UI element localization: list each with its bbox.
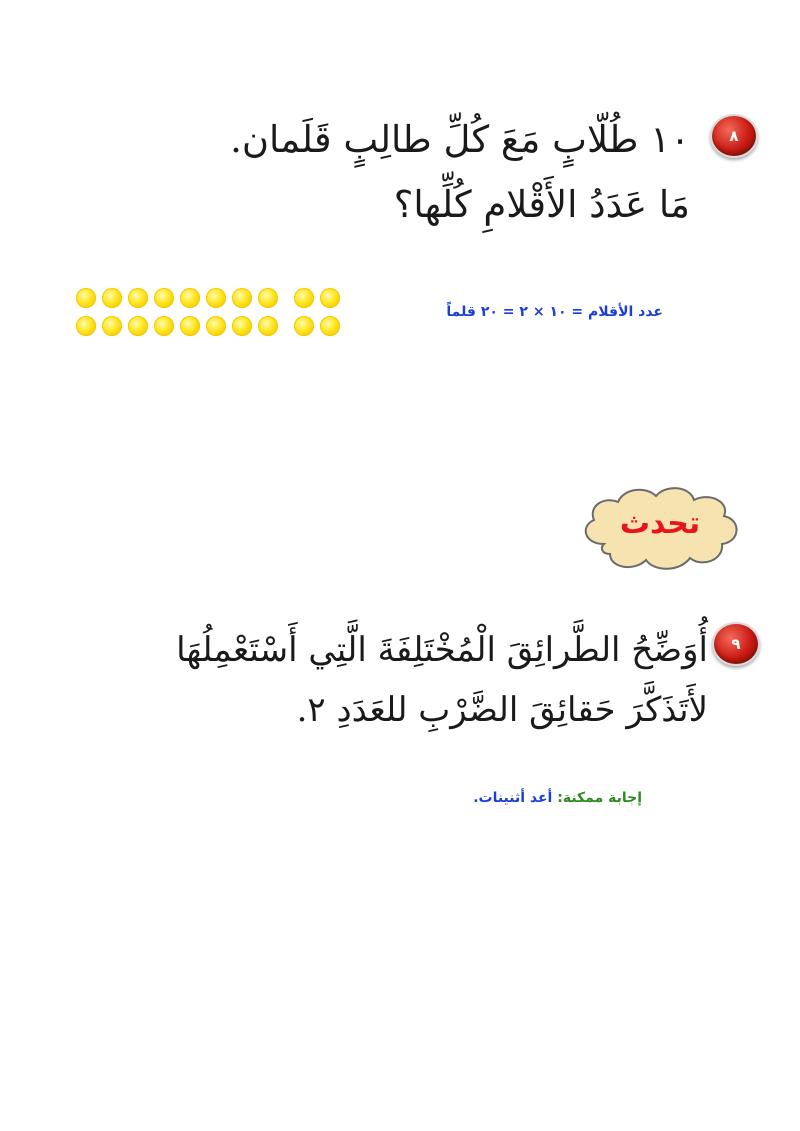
problem-9-answer-text: أعد أثنينات.: [473, 790, 553, 806]
pen-dot: [320, 316, 340, 336]
pen-dot: [258, 288, 278, 308]
pen-dot: [206, 316, 226, 336]
problem-8-line-2: مَا عَدَدُ الأَقْلامِ كُلِّها؟: [393, 183, 690, 226]
talk-label: تحدث: [619, 506, 701, 541]
problem-9-answer: [473, 790, 642, 806]
dots-row-top: [76, 288, 340, 308]
pen-dot: [102, 316, 122, 336]
pen-dot: [258, 316, 278, 336]
problem-8-line-1: ١٠ طُلّابٍ مَعَ كُلِّ طالِبٍ قَلَمان.: [230, 118, 690, 161]
pen-dot: [180, 316, 200, 336]
pen-dot: [154, 316, 174, 336]
problem-9-number-badge: [712, 622, 760, 666]
pen-dot: [232, 288, 252, 308]
pen-dot: [128, 288, 148, 308]
pen-dot: [128, 316, 148, 336]
pen-dot: [206, 288, 226, 308]
dots-row-bottom: [76, 316, 340, 336]
pen-dot: [294, 316, 314, 336]
pen-dot: [180, 288, 200, 308]
problem-9-number: ٩: [731, 635, 741, 653]
problem-9-line-2: لأَتَذَكَّرَ حَقائِقَ الضَّرْبِ للعَدَدِ ٢.: [296, 690, 708, 730]
pen-dot: [102, 288, 122, 308]
problem-8-number: ٨: [729, 127, 739, 145]
talk-cloud: [574, 482, 746, 574]
problem-9-answer-label: إجابة ممكنة:: [557, 790, 642, 806]
problem-9-line-1: أُوَضِّحُ الطَّرائِقَ الْمُخْتَلِفَةَ الَّتِي أَسْتَعْمِلُهَا: [176, 630, 708, 670]
pens-dots-illustration: [76, 288, 340, 336]
pen-dot: [294, 288, 314, 308]
pen-dot: [320, 288, 340, 308]
problem-8-number-badge: [710, 114, 758, 158]
pen-dot: [76, 316, 96, 336]
pen-dot: [232, 316, 252, 336]
pen-dot: [76, 288, 96, 308]
problem-8-answer: عدد الأقلام = ١٠ × ٢ = ٢٠ قلماً: [446, 304, 663, 320]
pen-dot: [154, 288, 174, 308]
